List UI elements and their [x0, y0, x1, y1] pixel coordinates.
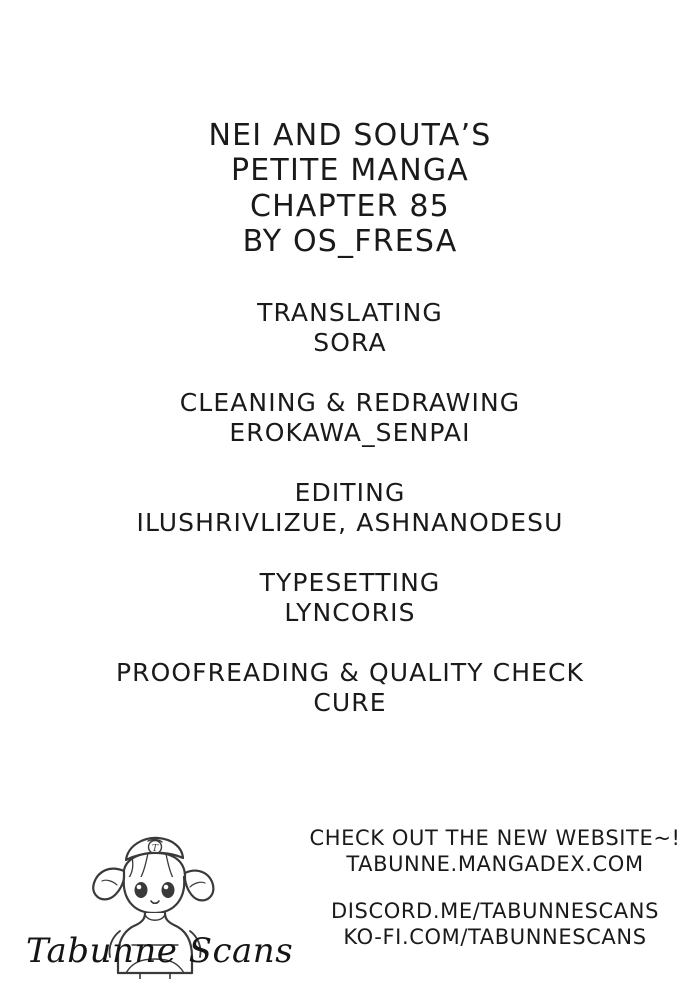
- credit-group-proofreading: [0, 658, 700, 718]
- credit-names: ILUSHRIVLIZUE, ASHNANODESU: [136, 507, 564, 537]
- mascot-hat-emblem-text: T: [151, 844, 159, 854]
- credit-group-typesetting: [0, 568, 700, 628]
- credit-names: CURE: [313, 687, 387, 717]
- credit-names: EROKAWA_SENPAI: [229, 417, 471, 447]
- title-line-3: CHAPTER 85: [250, 188, 450, 224]
- footer: [0, 820, 700, 985]
- credit-group-cleaning-redrawing: [0, 388, 700, 448]
- credit-role-label: TYPESETTING: [259, 567, 441, 597]
- credit-role-label: TRANSLATING: [257, 297, 443, 327]
- footer-links: [300, 826, 690, 950]
- credit-group-editing: [0, 478, 700, 538]
- logo-wordmark: Tabunne Scans: [26, 931, 294, 971]
- scanlation-group-logo: [14, 825, 304, 985]
- title-line-4: BY OS_FRESA: [242, 224, 458, 260]
- credit-names: SORA: [313, 327, 387, 357]
- chapter-title: [0, 118, 700, 260]
- credit-role-label: CLEANING & REDRAWING: [179, 387, 521, 417]
- discord-link[interactable]: DISCORD.ME/TABUNNESCANS: [330, 899, 659, 924]
- credits-block: [0, 118, 700, 718]
- credit-role-label: PROOFREADING & QUALITY CHECK: [115, 657, 585, 687]
- website-link[interactable]: TABUNNE.MANGADEX.COM: [346, 851, 644, 876]
- title-line-1: NEI AND SOUTA’S: [208, 118, 492, 153]
- credit-group-translating: [0, 298, 700, 358]
- kofi-link[interactable]: KO-FI.COM/TABUNNESCANS: [343, 924, 647, 949]
- title-line-2: PETITE MANGA: [230, 153, 470, 189]
- credit-names: LYNCORIS: [284, 597, 416, 627]
- credit-role-label: EDITING: [294, 477, 406, 507]
- promo-line-1: CHECK OUT THE NEW WEBSITE~!: [309, 826, 681, 850]
